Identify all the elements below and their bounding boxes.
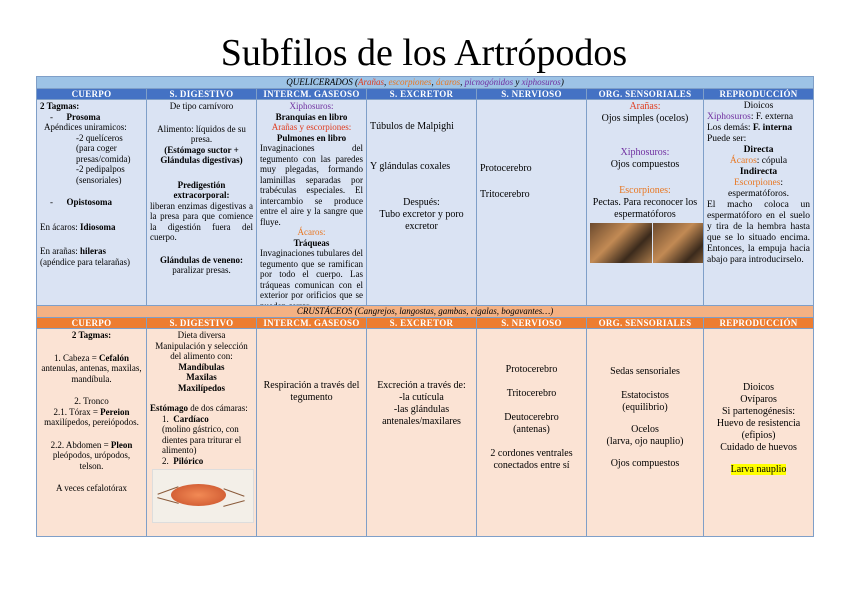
predigestion-label: Predigestión extracorporal: <box>173 179 230 200</box>
crustacea-gaseoso-cell <box>257 329 367 537</box>
crustacea-reproduccion-cell <box>704 329 814 537</box>
tronco-text: 2. Tronco <box>74 396 109 406</box>
estomago-label: Estómago <box>150 403 188 413</box>
aranas-escorpiones-label: Arañas y escorpiones: <box>271 122 352 132</box>
abdomen-prefix: 2.2. Abdomen = <box>50 439 111 450</box>
chelicerata-digestivo-cell <box>147 100 257 313</box>
estomago-text: de dos cámaras: <box>188 403 248 413</box>
torax-prefix: 2.1. Tórax = <box>53 406 101 417</box>
chelicerata-reproduccion-cell <box>704 100 814 313</box>
dioicos-text: Dioicos <box>743 101 774 111</box>
cardiaco-number: 1. <box>162 413 169 424</box>
page-title: Subfilos de los Artrópodos <box>220 32 628 74</box>
estatocistos-text: Estatocistos <box>621 390 669 401</box>
ojos-compuestos-text: Ojos compuestos <box>610 159 680 170</box>
estomago-text: (Estómago suctor + Glándulas digestivas) <box>160 144 243 165</box>
aranas-sens-label: Arañas: <box>629 101 661 112</box>
prosoma-label: Prosoma <box>66 111 101 122</box>
manipulacion-text: Manipulación y selección del alimento con: <box>155 340 248 361</box>
header-sensoriales: ORG. SENSORIALES <box>587 88 704 100</box>
crustacea-digestivo-cell <box>147 329 257 537</box>
crustacea-table <box>36 305 814 537</box>
veneno-text: paralizar presas. <box>172 265 231 275</box>
pectas-text: Pectas. Para reconocer los espermatóforos <box>592 197 698 220</box>
crustacea-sensoriales-cell <box>587 329 704 537</box>
crustacea-nervioso-cell <box>477 329 587 537</box>
larva-nauplio-label: Larva nauplio <box>730 464 787 475</box>
crab-diagram <box>152 469 254 523</box>
pereion-label: Pereion <box>100 406 130 417</box>
pleon-label: Pleon <box>110 439 133 450</box>
chelicerata-caption: QUELICERADOS (Arañas, escorpiones, ácaros, picnogónidos y xiphosuros) <box>37 77 814 89</box>
traqueas-text: Invaginaciones tubulares del tegumento que se ramifican por todo el cuerpo. Las tráqueas comunican con el exterior por orificios que se <box>260 248 363 300</box>
header-nervioso: S. NERVIOSO <box>477 317 587 329</box>
acaros-label: Ácaros: <box>297 227 326 237</box>
espermatoforos-text: : espermatóforos. <box>728 178 789 199</box>
ojos-simples-text: Ojos simples (ocelos) <box>601 113 689 124</box>
directa-label: Directa <box>743 145 774 155</box>
crustacea-caption: CRUSTÁCEOS (Cangrejos, langostas, gambas, cigalas, bogavantes…) <box>37 306 814 318</box>
torax-text: maxilípedos, pereiópodos. <box>44 417 139 427</box>
pulmones-label: Pulmones en libro <box>276 132 347 143</box>
acaros-prefix: En ácaros: <box>40 221 80 232</box>
tritocerebro-text: Tritocerebro <box>506 388 557 399</box>
huevo-text: Huevo de resistencia (efipios) <box>716 418 801 441</box>
ojos-compuestos-text: Ojos compuestos <box>610 458 680 469</box>
dieta-text: Dieta diversa <box>177 330 226 340</box>
maxilas-label: Maxilas <box>186 372 217 382</box>
veneno-label: Glándulas de veneno: <box>159 254 244 265</box>
opistosoma-label: Opistosoma <box>66 197 113 207</box>
header-sensoriales: ORG. SENSORIALES <box>587 317 704 329</box>
cefalon-label: Cefalón <box>99 352 130 363</box>
cuidado-text: Cuidado de huevos <box>720 442 797 453</box>
puede-text: Puede ser: <box>707 134 747 144</box>
coxales-text: Y glándulas coxales <box>370 161 451 172</box>
alimento-text: Alimento: líquidos de su presa. <box>157 123 246 144</box>
cuticula-text: -la cutícula <box>399 392 444 403</box>
deutocerebro-text: Deutocerebro <box>504 412 559 423</box>
header-gaseoso: INTERCM. GASEOSO <box>257 317 367 329</box>
despues-text: Después: <box>403 197 440 208</box>
header-gaseoso: INTERCM. GASEOSO <box>257 88 367 100</box>
header-reproduccion: REPRODUCCIÓN <box>704 317 814 329</box>
crustacea-cuerpo-cell <box>37 329 147 537</box>
scorpion-photo <box>590 223 704 263</box>
header-digestivo: S. DIGESTIVO <box>147 88 257 100</box>
tritocerebro-text: Tritocerebro <box>480 189 530 200</box>
sedas-text: Sedas sensoriales <box>610 366 680 377</box>
header-excretor: S. EXCRETOR <box>367 317 477 329</box>
idiosoma-label: Idiosoma <box>79 221 116 232</box>
pedipalpos-text: -2 pedipalpos (sensoriales) <box>76 164 125 185</box>
escorpiones-sens-label: Escorpiones: <box>619 185 671 196</box>
oviparos-text: Ovíparos <box>740 394 777 405</box>
tagmas-label: 2 Tagmas: <box>40 101 80 111</box>
xipho-label: Xiphosuros <box>707 112 751 122</box>
header-excretor: S. EXCRETOR <box>367 88 477 100</box>
cardiaco-label: Cardíaco <box>173 413 209 424</box>
pilorico-label: Pilórico <box>173 455 204 466</box>
predigestion-text: liberan enzimas digestivas a la presa para que comience la digestión fuera del cuerpo. <box>150 200 253 242</box>
tagmas-label: 2 Tagmas: <box>71 330 112 340</box>
chelicerata-sensoriales-cell <box>587 100 704 313</box>
chelicerata-excretor-cell <box>367 100 477 313</box>
protocerebro-text: Protocerebro <box>480 163 532 174</box>
header-nervioso: S. NERVIOSO <box>477 88 587 100</box>
protocerebro-text: Protocerebro <box>505 364 558 375</box>
xiphosuros-sens-label: Xiphosuros: <box>620 147 670 158</box>
traqueas-label: Tráqueas <box>293 237 330 248</box>
chelicerata-nervioso-cell <box>477 100 587 313</box>
larva-ojo-text: (larva, ojo nauplio) <box>606 436 684 447</box>
chelicerata-table <box>36 76 814 313</box>
cabeza-text: antenulas, antenas, maxilas, mandíbula. <box>41 363 142 384</box>
queliceros-text: -2 quelíceros (para coger presas/comida) <box>76 132 131 164</box>
demas-label: Los demás: <box>707 123 753 133</box>
f-interna-label: F. interna <box>752 123 793 133</box>
excrecion-text: Excreción a través de: <box>377 380 466 391</box>
tipo-text: De tipo carnívoro <box>169 101 234 111</box>
aranas-prefix: En arañas: <box>40 246 80 256</box>
dioicos-text: Dioicos <box>742 382 775 393</box>
glandulas-text: -las glándulas antenales/maxilares <box>382 404 461 427</box>
abdomen-text: pleópodos, urópodos, telson. <box>52 450 131 471</box>
chelicerata-cuerpo-cell: 2 Tagmas: - Prosoma Apéndices uniramicos: -2 quelíceros (para coger presas/comida) -2 pedipalpos (sensoriales) - Opistosoma En ácaros: Idiosoma En arañas: hileras (apéndice para telarañas) <box>37 100 147 313</box>
malpighi-text: Túbulos de Malpighi <box>370 121 454 132</box>
header-digestivo: S. DIGESTIVO <box>147 317 257 329</box>
cefalotorax-text: A veces cefalotórax <box>56 483 127 493</box>
macho-text: El macho coloca un espermatóforo en el suelo y tira de la hembra hasta que se lo situado encima. Entonces, la empuja hacia abajo para introducirselo. <box>707 200 811 265</box>
apendices-text: Apéndices uniramicos: <box>44 122 127 132</box>
maxilipedos-label: Maxilípedos <box>177 382 225 393</box>
pilorico-number: 2. <box>162 455 169 466</box>
antenas-text: (antenas) <box>513 424 550 435</box>
chelicerata-gaseoso-cell <box>257 100 367 313</box>
pulmones-text: Invaginaciones del tegumento con las paredes muy plegadas, formando laminillas separadas por trabéculas especiales. El intercambio se produce entre el aire y la sangre que fluye. <box>260 143 363 227</box>
indirecta-label: Indirecta <box>739 167 778 177</box>
hileras-text: (apéndice para telarañas) <box>40 256 130 267</box>
header-cuerpo: CUERPO <box>37 88 147 100</box>
copula-text: : cópula <box>756 156 788 166</box>
xiphosuros-label: Xiphosuros: <box>289 101 334 111</box>
acaros-rep-label: Ácaros <box>729 156 757 166</box>
hileras-label: hileras <box>79 246 106 256</box>
crustacea-excretor-cell <box>367 329 477 537</box>
branquias-label: Branquias en libro <box>275 111 348 122</box>
header-cuerpo: CUERPO <box>37 317 147 329</box>
partenogenesis-text: Si partenogénesis: <box>722 406 796 417</box>
ocelos-text: Ocelos <box>631 424 659 435</box>
xipho-text: : F. externa <box>750 112 794 122</box>
escorpiones-rep-label: Escorpiones <box>733 178 781 188</box>
cardiaco-text: (molino gástrico, con dientes para triturar el alimento) <box>162 424 242 455</box>
cabeza-prefix: 1. Cabeza = <box>53 352 100 363</box>
respiracion-text: Respiración a través del tegumento <box>263 380 360 403</box>
mandibulas-label: Mandíbulas <box>178 361 225 372</box>
poro-text: Tubo excretor y poro excretor <box>379 209 464 232</box>
equilibrio-text: (equilibrio) <box>622 402 668 413</box>
header-reproduccion: REPRODUCCIÓN <box>704 88 814 100</box>
cordones-text: 2 cordones ventrales conectados entre sí <box>490 448 573 471</box>
